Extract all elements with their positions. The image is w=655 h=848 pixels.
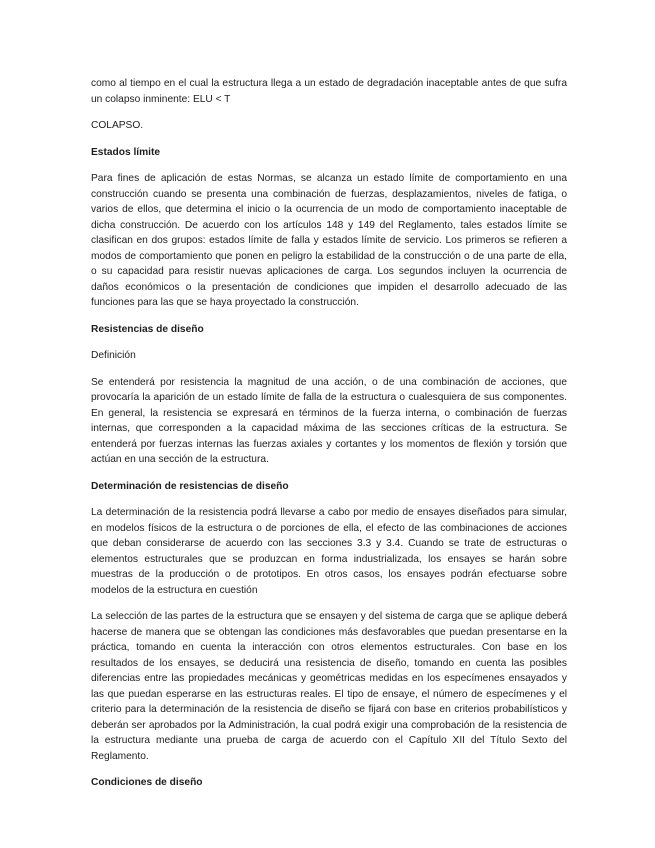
heading-condiciones-diseno: Condiciones de diseño	[91, 777, 203, 788]
paragraph-determinacion-2: La selección de las partes de la estructura que se ensayen y del sistema de carga que se aplique deberá hacerse de manera que se obtengan las condiciones más desfavorables que puedan presentarse en la práctica, tomando en cuenta la interacción con otros elementos estructurales. Con base en los resultados de los ensayes, se deducirá una resistencia de diseño, tomando en cuenta las posibles diferencias entre las propiedades mecánicas y geométricas medidas en los especímenes ensayados y las que puedan esperarse en las estructuras reales. El tipo de ensaye, el número de especímenes y el criterio para la determinación de la resistencia de diseño se fijará con base en criterios probabilísticos y deberán ser aprobados por la Administración, la cual podrá exigir una comprobación de la resistencia de la estructura mediante una prueba de carga de acuerdo con el Capítulo XII del Título Sexto del Reglamento.	[91, 611, 567, 762]
document-page	[91, 76, 567, 802]
paragraph-colapso: COLAPSO.	[91, 120, 144, 131]
paragraph-definicion: Se entenderá por resistencia la magnitud de una acción, o de una combinación de acciones, que provocaría la aparición de un estado límite de falla de la estructura o cualesquiera de sus componentes. En general, la resistencia se expresará en términos de la fuerza interna, o combinación de fuerzas internas, que corresponden a la capacidad máxima de las secciones críticas de la estructura. Se entenderá por fuerzas internas las fuerzas axiales y cortantes y los momentos de flexión y torsión que actúan en una sección de la estructura.	[91, 376, 567, 465]
heading-determinacion-resistencias: Determinación de resistencias de diseño	[91, 480, 289, 492]
paragraph-intro: como al tiempo en el cual la estructura llega a un estado de degradación inaceptable antes de que sufra un colapso inminente: ELU < T	[91, 78, 567, 105]
paragraph-estados-limite: Para fines de aplicación de estas Normas, se alcanza un estado límite de comportamiento en una construcción cuando se presenta una combinación de fuerzas, desplazamientos, niveles de fatiga, o varios de ellos, que determina el inicio o la ocurrencia de un modo de comportamiento inaceptable de dicha construcción. De acuerdo con los artículos 148 y 149 del Reglamento, tales estados límite se clasifican en dos grupos: estados límite de falla y estados límite de servicio. Los primeros se refieren a modos de comportamiento que ponen en peligro la estabilidad de la construcción o de una parte de ella, o su capacidad para resistir nuevas aplicaciones de carga. Los segundos incluyen la ocurrencia de daños económicos o la presentación de condiciones que impiden el desarrollo adecuado de las funciones para las que se haya proyectado la construcción.	[91, 173, 567, 308]
subheading-definicion: Definición	[91, 350, 136, 361]
heading-resistencias-diseno: Resistencias de diseño	[91, 323, 204, 335]
paragraph-determinacion-1: La determinación de la resistencia podrá llevarse a cabo por medio de ensayes diseñados para simular, en modelos físicos de la estructura o de porciones de ella, el efecto de las combinaciones de acciones que deban considerarse de acuerdo con las secciones 3.3 y 3.4. Cuando se trate de estructuras o elementos estructurales que se produzcan en forma industrializada, los ensayes se harán sobre muestras de la producción o de prototipos. En otros casos, los ensayes podrán efectuarse sobre modelos de la estructura en cuestión	[91, 507, 567, 596]
heading-estados-limite: Estados límite	[91, 146, 161, 158]
